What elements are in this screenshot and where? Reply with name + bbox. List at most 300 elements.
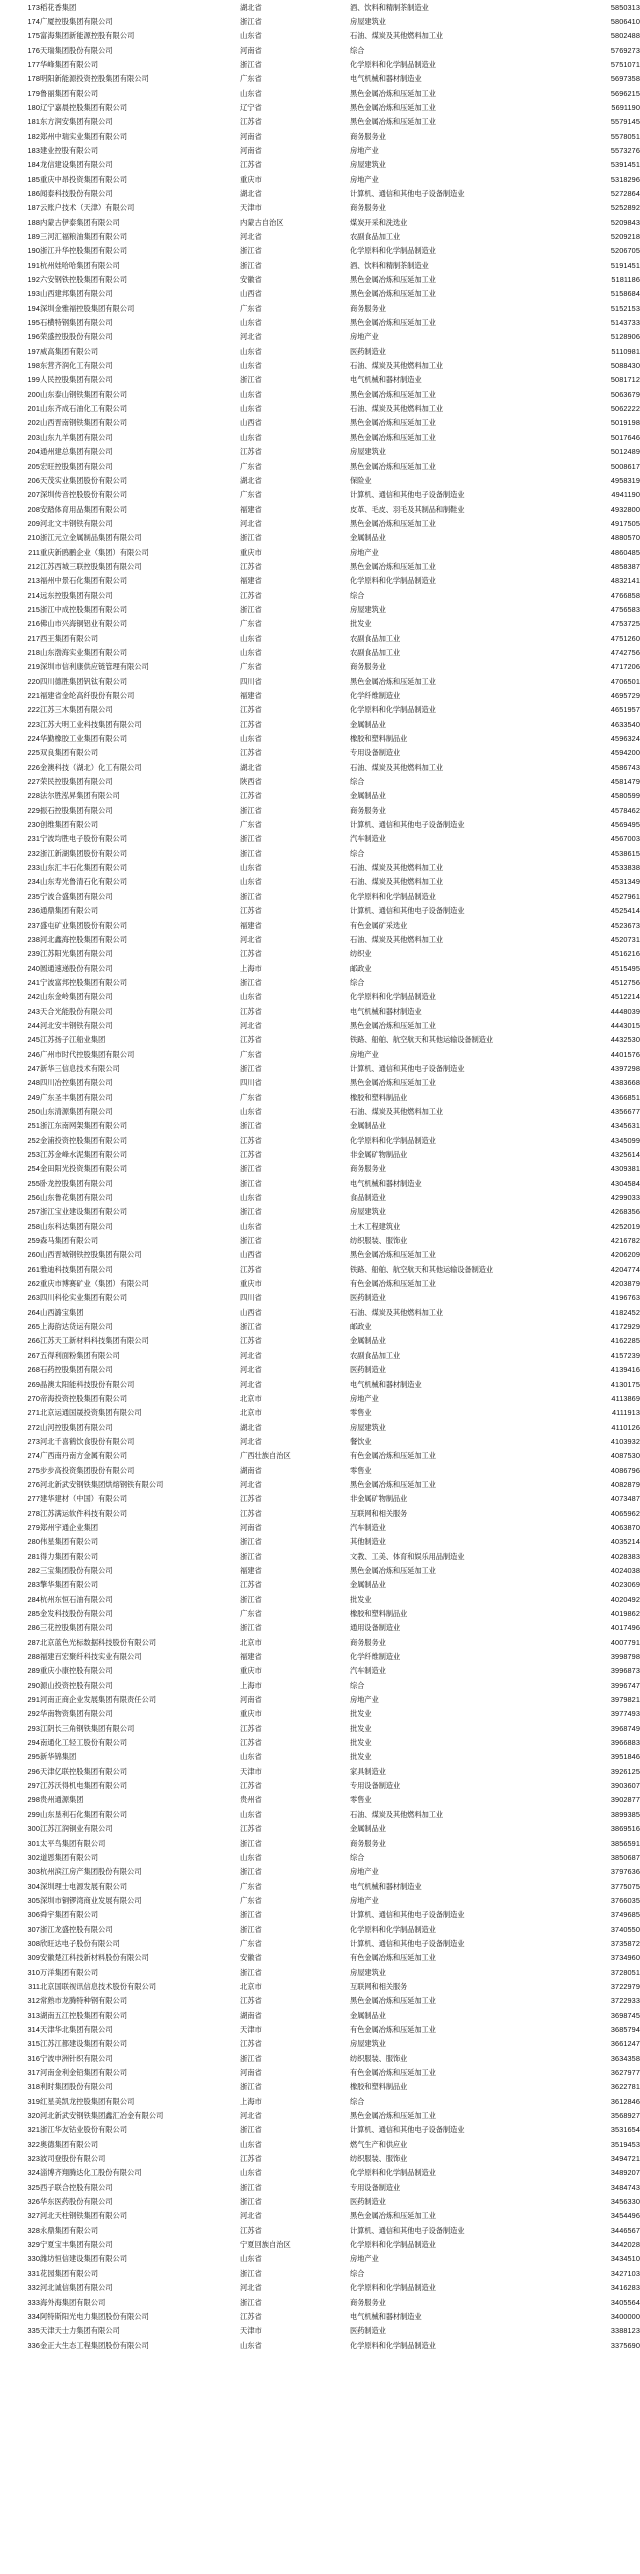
row-rank: 249 xyxy=(27,1092,40,1102)
row-company-name: 江苏江润铜业有限公司 xyxy=(40,1824,113,1834)
table-row xyxy=(0,1951,640,1965)
row-industry: 电气机械和器材制造业 xyxy=(350,1379,422,1389)
row-company-name: 威高集团有限公司 xyxy=(40,346,98,356)
row-province: 天津市 xyxy=(240,203,262,213)
row-company-name: 北京国联视讯信息技术股份有限公司 xyxy=(40,1981,156,1991)
row-revenue: 4443015 xyxy=(610,1020,640,1030)
row-rank: 268 xyxy=(27,1365,40,1375)
row-province: 江苏省 xyxy=(240,1336,262,1346)
table-row xyxy=(0,445,640,459)
table-row xyxy=(0,330,640,344)
row-company-name: 宁波均胜电子股份有限公司 xyxy=(40,834,127,844)
table-row xyxy=(0,2109,640,2123)
row-company-name: 河北诚信集团有限公司 xyxy=(40,2283,113,2293)
row-industry: 房地产业 xyxy=(350,1393,379,1403)
row-rank: 204 xyxy=(27,447,40,457)
row-province: 山东省 xyxy=(240,2139,262,2149)
row-rank: 178 xyxy=(27,74,40,84)
row-revenue: 3869516 xyxy=(610,1824,640,1834)
row-company-name: 闻泰科技股份有限公司 xyxy=(40,188,113,198)
row-province: 浙江省 xyxy=(240,1063,262,1073)
table-row xyxy=(0,789,640,803)
row-revenue: 5579145 xyxy=(610,117,640,127)
row-province: 四川省 xyxy=(240,1293,262,1303)
row-rank: 296 xyxy=(27,1766,40,1776)
row-province: 浙江省 xyxy=(240,2125,262,2135)
row-revenue: 4216782 xyxy=(610,1236,640,1246)
row-province: 天津市 xyxy=(240,2024,262,2034)
row-revenue: 4182452 xyxy=(610,1307,640,1317)
row-province: 江苏省 xyxy=(240,1150,262,1160)
table-row xyxy=(0,1922,640,1936)
row-company-name: 福建百宏聚纤科技实业有限公司 xyxy=(40,1652,142,1662)
row-province: 浙江省 xyxy=(240,891,262,901)
row-rank: 281 xyxy=(27,1551,40,1561)
row-revenue: 4204774 xyxy=(610,1264,640,1274)
row-company-name: 浙江升华控股集团有限公司 xyxy=(40,246,127,256)
row-province: 江苏省 xyxy=(240,2039,262,2049)
row-revenue: 3442028 xyxy=(610,2240,640,2250)
row-province: 浙江省 xyxy=(240,1537,262,1547)
table-row xyxy=(0,143,640,157)
row-revenue: 4941190 xyxy=(611,490,640,500)
row-rank: 272 xyxy=(27,1422,40,1432)
row-province: 广东省 xyxy=(240,1938,262,1948)
row-revenue: 5017646 xyxy=(610,432,640,442)
row-company-name: 石横特钢集团有限公司 xyxy=(40,318,113,328)
row-industry: 汽车制造业 xyxy=(350,1666,386,1676)
row-province: 辽宁省 xyxy=(240,102,262,112)
table-row xyxy=(0,273,640,287)
table-row xyxy=(0,416,640,430)
table-row xyxy=(0,660,640,674)
row-province: 北京市 xyxy=(240,1637,262,1647)
row-industry: 纺织服装、服饰业 xyxy=(350,2053,408,2063)
table-row xyxy=(0,2152,640,2166)
row-province: 江苏省 xyxy=(240,1824,262,1834)
row-industry: 黑色金属冶炼和压延加工业 xyxy=(350,1250,436,1260)
row-rank: 174 xyxy=(27,16,40,26)
row-rank: 248 xyxy=(27,1078,40,1088)
row-company-name: 江苏江都建设集团有限公司 xyxy=(40,2039,127,2049)
row-industry: 房地产业 xyxy=(350,174,379,184)
row-industry: 食品制造业 xyxy=(350,1193,386,1203)
row-revenue: 4065962 xyxy=(610,1508,640,1518)
row-rank: 218 xyxy=(27,647,40,657)
table-row xyxy=(0,1363,640,1377)
row-company-name: 江苏天工新材料科技集团有限公司 xyxy=(40,1336,149,1346)
row-province: 陕西省 xyxy=(240,777,262,787)
table-row xyxy=(0,57,640,71)
table-row xyxy=(0,0,640,14)
row-company-name: 五得利面粉集团有限公司 xyxy=(40,1350,120,1360)
row-rank: 261 xyxy=(27,1264,40,1274)
row-company-name: 江苏大明工业科技集团有限公司 xyxy=(40,719,142,729)
row-company-name: 浙江龙盛控股有限公司 xyxy=(40,1924,113,1934)
row-company-name: 深圳市信利康供应链管理有限公司 xyxy=(40,662,149,672)
row-province: 浙江省 xyxy=(240,2197,262,2207)
row-province: 贵州省 xyxy=(240,1795,262,1805)
row-industry: 计算机、通信和其他电子设备制造业 xyxy=(350,1910,465,1920)
row-revenue: 4299033 xyxy=(610,1193,640,1203)
row-province: 浙江省 xyxy=(240,1164,262,1174)
row-company-name: 华南物资集团有限公司 xyxy=(40,1709,113,1719)
row-rank: 223 xyxy=(27,719,40,729)
row-revenue: 3519453 xyxy=(610,2139,640,2149)
row-revenue: 3996747 xyxy=(610,1680,640,1690)
row-company-name: 源山投资控股有限公司 xyxy=(40,1680,113,1690)
row-rank: 177 xyxy=(27,59,40,69)
row-industry: 黑色金属冶炼和压延加工业 xyxy=(350,389,436,399)
row-province: 山东省 xyxy=(240,633,262,643)
table-row xyxy=(0,746,640,760)
row-rank: 250 xyxy=(27,1106,40,1116)
row-revenue: 4366851 xyxy=(610,1092,640,1102)
table-row xyxy=(0,72,640,86)
row-company-name: 佛山市兴海铜铝业有限公司 xyxy=(40,619,127,629)
table-row xyxy=(0,1033,640,1047)
row-company-name: 天津天士力集团有限公司 xyxy=(40,2326,120,2336)
row-revenue: 4766858 xyxy=(610,590,640,600)
row-rank: 233 xyxy=(27,863,40,873)
row-rank: 301 xyxy=(27,1838,40,1848)
row-industry: 商务服务业 xyxy=(350,805,386,815)
row-revenue: 4695729 xyxy=(610,691,640,701)
row-province: 湖南省 xyxy=(240,1465,262,1475)
row-province: 山西省 xyxy=(240,1307,262,1317)
row-province: 浙江省 xyxy=(240,16,262,26)
row-rank: 289 xyxy=(27,1666,40,1676)
row-rank: 336 xyxy=(27,2340,40,2350)
table-row xyxy=(0,2051,640,2065)
row-industry: 计算机、通信和其他电子设备制造业 xyxy=(350,2125,465,2135)
row-revenue: 3434510 xyxy=(610,2254,640,2264)
row-province: 江苏省 xyxy=(240,748,262,758)
row-company-name: 河南正商企业发展集团有限责任公司 xyxy=(40,1695,156,1705)
row-revenue: 4520731 xyxy=(610,934,640,944)
row-company-name: 重庆中昂投资集团有限公司 xyxy=(40,174,127,184)
row-company-name: 广东圣丰集团有限公司 xyxy=(40,1092,113,1102)
row-revenue: 4103932 xyxy=(610,1436,640,1446)
row-industry: 黑色金属冶炼和压延加工业 xyxy=(350,88,436,98)
row-company-name: 建华建材（中国）有限公司 xyxy=(40,1494,127,1504)
row-company-name: 荣盛控股股份有限公司 xyxy=(40,332,113,342)
table-row xyxy=(0,1736,640,1750)
row-industry: 汽车制造业 xyxy=(350,834,386,844)
table-row xyxy=(0,961,640,975)
row-revenue: 3484743 xyxy=(610,2182,640,2192)
table-row xyxy=(0,1047,640,1061)
row-province: 江苏省 xyxy=(240,1006,262,1016)
row-industry: 黑色金属冶炼和压延加工业 xyxy=(350,1996,436,2006)
row-rank: 240 xyxy=(27,963,40,973)
row-revenue: 4832141 xyxy=(610,576,640,586)
row-company-name: 潍坊恒信建设集团有限公司 xyxy=(40,2254,127,2264)
table-row xyxy=(0,2008,640,2022)
row-rank: 255 xyxy=(27,1178,40,1188)
row-rank: 253 xyxy=(27,1150,40,1160)
row-revenue: 4860485 xyxy=(610,547,640,557)
row-province: 广东省 xyxy=(240,1092,262,1102)
row-province: 浙江省 xyxy=(240,1910,262,1920)
row-industry: 文教、工美、体育和娱乐用品制造业 xyxy=(350,1551,465,1561)
row-industry: 黑色金属冶炼和压延加工业 xyxy=(350,2111,436,2121)
row-rank: 193 xyxy=(27,289,40,299)
row-rank: 214 xyxy=(27,590,40,600)
row-rank: 197 xyxy=(27,346,40,356)
row-province: 浙江省 xyxy=(240,1924,262,1934)
row-industry: 黑色金属冶炼和压延加工业 xyxy=(350,318,436,328)
row-province: 山东省 xyxy=(240,1193,262,1203)
row-industry: 家具制造业 xyxy=(350,1766,386,1776)
row-revenue: 4019862 xyxy=(610,1609,640,1619)
row-revenue: 5751071 xyxy=(610,59,640,69)
row-revenue: 5012489 xyxy=(610,447,640,457)
row-province: 广东省 xyxy=(240,619,262,629)
row-rank: 284 xyxy=(27,1594,40,1604)
row-province: 浙江省 xyxy=(240,604,262,614)
row-company-name: 雅迪科技集团有限公司 xyxy=(40,1264,113,1274)
row-company-name: 郑州宇通企业集团 xyxy=(40,1522,98,1532)
row-province: 广东省 xyxy=(240,662,262,672)
row-company-name: 宁波申洲针织有限公司 xyxy=(40,2053,113,2063)
row-province: 湖北省 xyxy=(240,475,262,485)
row-province: 浙江省 xyxy=(240,977,262,987)
table-row xyxy=(0,975,640,989)
row-revenue: 4756583 xyxy=(610,604,640,614)
row-province: 重庆市 xyxy=(240,1709,262,1719)
row-rank: 226 xyxy=(27,762,40,772)
row-company-name: 华东医药股份有限公司 xyxy=(40,2197,113,2207)
row-province: 广东省 xyxy=(240,1895,262,1905)
row-province: 山东省 xyxy=(240,1221,262,1231)
row-revenue: 3446567 xyxy=(610,2225,640,2235)
table-row xyxy=(0,1936,640,1950)
row-revenue: 3998798 xyxy=(610,1652,640,1662)
row-province: 浙江省 xyxy=(240,2082,262,2092)
row-company-name: 擎华集团有限公司 xyxy=(40,1580,98,1590)
row-rank: 271 xyxy=(27,1408,40,1418)
row-industry: 橡胶和塑料制品业 xyxy=(350,1609,408,1619)
row-revenue: 4162285 xyxy=(610,1336,640,1346)
row-industry: 铁路、船舶、航空航天和其他运输设备制造业 xyxy=(350,1035,493,1045)
row-industry: 医药制造业 xyxy=(350,346,386,356)
row-industry: 石油、煤炭及其他燃料加工业 xyxy=(350,934,443,944)
row-company-name: 四川科伦实业集团有限公司 xyxy=(40,1293,127,1303)
row-company-name: 深圳理士电源发展有限公司 xyxy=(40,1881,127,1891)
row-rank: 308 xyxy=(27,1938,40,1948)
row-company-name: 浙江华友钴业股份有限公司 xyxy=(40,2125,127,2135)
row-revenue: 4086796 xyxy=(610,1465,640,1475)
row-industry: 综合 xyxy=(350,1680,365,1690)
row-revenue: 4063870 xyxy=(610,1522,640,1532)
row-province: 四川省 xyxy=(240,676,262,686)
row-rank: 313 xyxy=(27,2010,40,2020)
row-industry: 橡胶和塑料制品业 xyxy=(350,1092,408,1102)
row-rank: 185 xyxy=(27,174,40,184)
row-province: 河北省 xyxy=(240,1350,262,1360)
row-province: 浙江省 xyxy=(240,834,262,844)
row-province: 湖南省 xyxy=(240,2010,262,2020)
row-province: 浙江省 xyxy=(240,848,262,858)
row-industry: 石油、煤炭及其他燃料加工业 xyxy=(350,1106,443,1116)
row-rank: 202 xyxy=(27,418,40,428)
row-province: 福建省 xyxy=(240,920,262,930)
table-row xyxy=(0,1578,640,1592)
table-row xyxy=(0,1721,640,1735)
row-revenue: 5088430 xyxy=(610,361,640,371)
row-revenue: 4515495 xyxy=(610,963,640,973)
row-company-name: 远东控股集团有限公司 xyxy=(40,590,113,600)
row-rank: 262 xyxy=(27,1279,40,1289)
row-revenue: 3454496 xyxy=(610,2211,640,2221)
row-revenue: 4383668 xyxy=(610,1078,640,1088)
row-revenue: 4633540 xyxy=(610,719,640,729)
row-industry: 汽车制造业 xyxy=(350,1522,386,1532)
table-row xyxy=(0,1463,640,1477)
table-row xyxy=(0,1492,640,1506)
row-province: 河北省 xyxy=(240,518,262,528)
row-province: 浙江省 xyxy=(240,246,262,256)
row-rank: 326 xyxy=(27,2197,40,2207)
row-revenue: 4023069 xyxy=(610,1580,640,1590)
table-row xyxy=(0,602,640,616)
row-rank: 241 xyxy=(27,977,40,987)
row-company-name: 山东渤海实业集团有限公司 xyxy=(40,647,127,657)
table-row xyxy=(0,1162,640,1176)
table-row xyxy=(0,846,640,860)
table-row xyxy=(0,1205,640,1219)
row-company-name: 山东鲁花集团有限公司 xyxy=(40,1193,113,1203)
row-industry: 房地产业 xyxy=(350,145,379,155)
table-row xyxy=(0,1277,640,1291)
table-row xyxy=(0,459,640,473)
row-rank: 303 xyxy=(27,1867,40,1877)
row-revenue: 4523673 xyxy=(610,920,640,930)
row-rank: 329 xyxy=(27,2240,40,2250)
table-row xyxy=(0,2123,640,2137)
row-province: 江苏省 xyxy=(240,160,262,170)
row-company-name: 重庆新鸥鹏企业（集团）有限公司 xyxy=(40,547,149,557)
row-province: 广东省 xyxy=(240,1049,262,1059)
table-row xyxy=(0,717,640,731)
row-industry: 化学原料和化学制品制造业 xyxy=(350,246,436,256)
table-row xyxy=(0,1234,640,1248)
row-province: 北京市 xyxy=(240,1981,262,1991)
row-industry: 非金属矿物制品业 xyxy=(350,1494,408,1504)
row-province: 福建省 xyxy=(240,1565,262,1575)
row-company-name: 山西晋南钢铁集团有限公司 xyxy=(40,418,127,428)
row-revenue: 5143733 xyxy=(610,318,640,328)
row-industry: 互联网和相关服务 xyxy=(350,1981,408,1991)
row-revenue: 5850313 xyxy=(610,2,640,12)
row-industry: 房地产业 xyxy=(350,1867,379,1877)
row-company-name: 江苏三木集团有限公司 xyxy=(40,705,113,715)
row-revenue: 4538615 xyxy=(610,848,640,858)
row-company-name: 河北新武安钢铁集团鑫汇冶金有限公司 xyxy=(40,2111,164,2121)
row-revenue: 3850687 xyxy=(610,1852,640,1862)
table-row xyxy=(0,1979,640,1993)
row-rank: 278 xyxy=(27,1508,40,1518)
row-company-name: 欣旺达电子股份有限公司 xyxy=(40,1938,120,1948)
row-revenue: 4858387 xyxy=(610,561,640,571)
row-province: 福建省 xyxy=(240,504,262,514)
row-industry: 石油、煤炭及其他燃料加工业 xyxy=(350,361,443,371)
row-province: 山东省 xyxy=(240,346,262,356)
row-province: 山东省 xyxy=(240,863,262,873)
row-revenue: 4578462 xyxy=(610,805,640,815)
row-rank: 316 xyxy=(27,2053,40,2063)
row-company-name: 阿特斯阳光电力集团股份有限公司 xyxy=(40,2311,149,2321)
row-revenue: 3966883 xyxy=(610,1738,640,1748)
row-revenue: 4917505 xyxy=(610,518,640,528)
row-rank: 280 xyxy=(27,1537,40,1547)
row-revenue: 5691190 xyxy=(611,102,640,112)
row-industry: 商务服务业 xyxy=(350,131,386,141)
row-industry: 房地产业 xyxy=(350,1695,379,1705)
row-industry: 其他制造业 xyxy=(350,1537,386,1547)
row-province: 江苏省 xyxy=(240,719,262,729)
row-industry: 批发业 xyxy=(350,1752,372,1762)
row-company-name: 圆通速递股份有限公司 xyxy=(40,963,113,973)
row-company-name: 三宝集团股份有限公司 xyxy=(40,1565,113,1575)
row-company-name: 山西建邦集团有限公司 xyxy=(40,289,113,299)
table-row xyxy=(0,861,640,875)
row-industry: 化学原料和化学制品制造业 xyxy=(350,992,436,1002)
row-revenue: 3797636 xyxy=(610,1867,640,1877)
table-row xyxy=(0,201,640,215)
table-row xyxy=(0,1090,640,1104)
row-company-name: 荣民控股集团有限公司 xyxy=(40,777,113,787)
row-rank: 287 xyxy=(27,1637,40,1647)
row-industry: 化学原料和化学制品制造业 xyxy=(350,1924,436,1934)
row-industry: 邮政业 xyxy=(350,1322,372,1332)
table-row xyxy=(0,344,640,358)
row-rank: 228 xyxy=(27,791,40,801)
row-industry: 房地产业 xyxy=(350,1895,379,1905)
row-revenue: 5062222 xyxy=(610,404,640,414)
row-company-name: 天合光能股份有限公司 xyxy=(40,1006,113,1016)
row-company-name: 河北天柱钢铁集团有限公司 xyxy=(40,2211,127,2221)
row-rank: 279 xyxy=(27,1522,40,1532)
row-province: 山东省 xyxy=(240,2340,262,2350)
row-revenue: 4252019 xyxy=(610,1221,640,1231)
row-industry: 化学原料和化学制品制造业 xyxy=(350,1135,436,1145)
row-industry: 综合 xyxy=(350,848,365,858)
row-province: 江苏省 xyxy=(240,2311,262,2321)
row-province: 江苏省 xyxy=(240,117,262,127)
row-revenue: 5063679 xyxy=(610,389,640,399)
row-province: 上海市 xyxy=(240,2096,262,2106)
row-rank: 175 xyxy=(27,31,40,41)
row-rank: 173 xyxy=(27,2,40,12)
row-province: 山东省 xyxy=(240,877,262,887)
row-company-name: 江苏沃得机电集团有限公司 xyxy=(40,1781,127,1791)
row-rank: 227 xyxy=(27,777,40,787)
row-industry: 金属制品业 xyxy=(350,1336,386,1346)
row-industry: 酒、饮料和精制茶制造业 xyxy=(350,2,429,12)
row-revenue: 3456330 xyxy=(610,2197,640,2207)
table-row xyxy=(0,932,640,946)
row-company-name: 东营齐润化工有限公司 xyxy=(40,361,113,371)
row-company-name: 淄博齐翔腾达化工股份有限公司 xyxy=(40,2168,142,2178)
table-row xyxy=(0,1004,640,1018)
table-row xyxy=(0,1449,640,1463)
row-company-name: 河北安丰钢铁有限公司 xyxy=(40,1020,113,1030)
table-row xyxy=(0,1678,640,1692)
row-company-name: 河北鑫海控股集团有限公司 xyxy=(40,934,127,944)
row-rank: 239 xyxy=(27,949,40,959)
